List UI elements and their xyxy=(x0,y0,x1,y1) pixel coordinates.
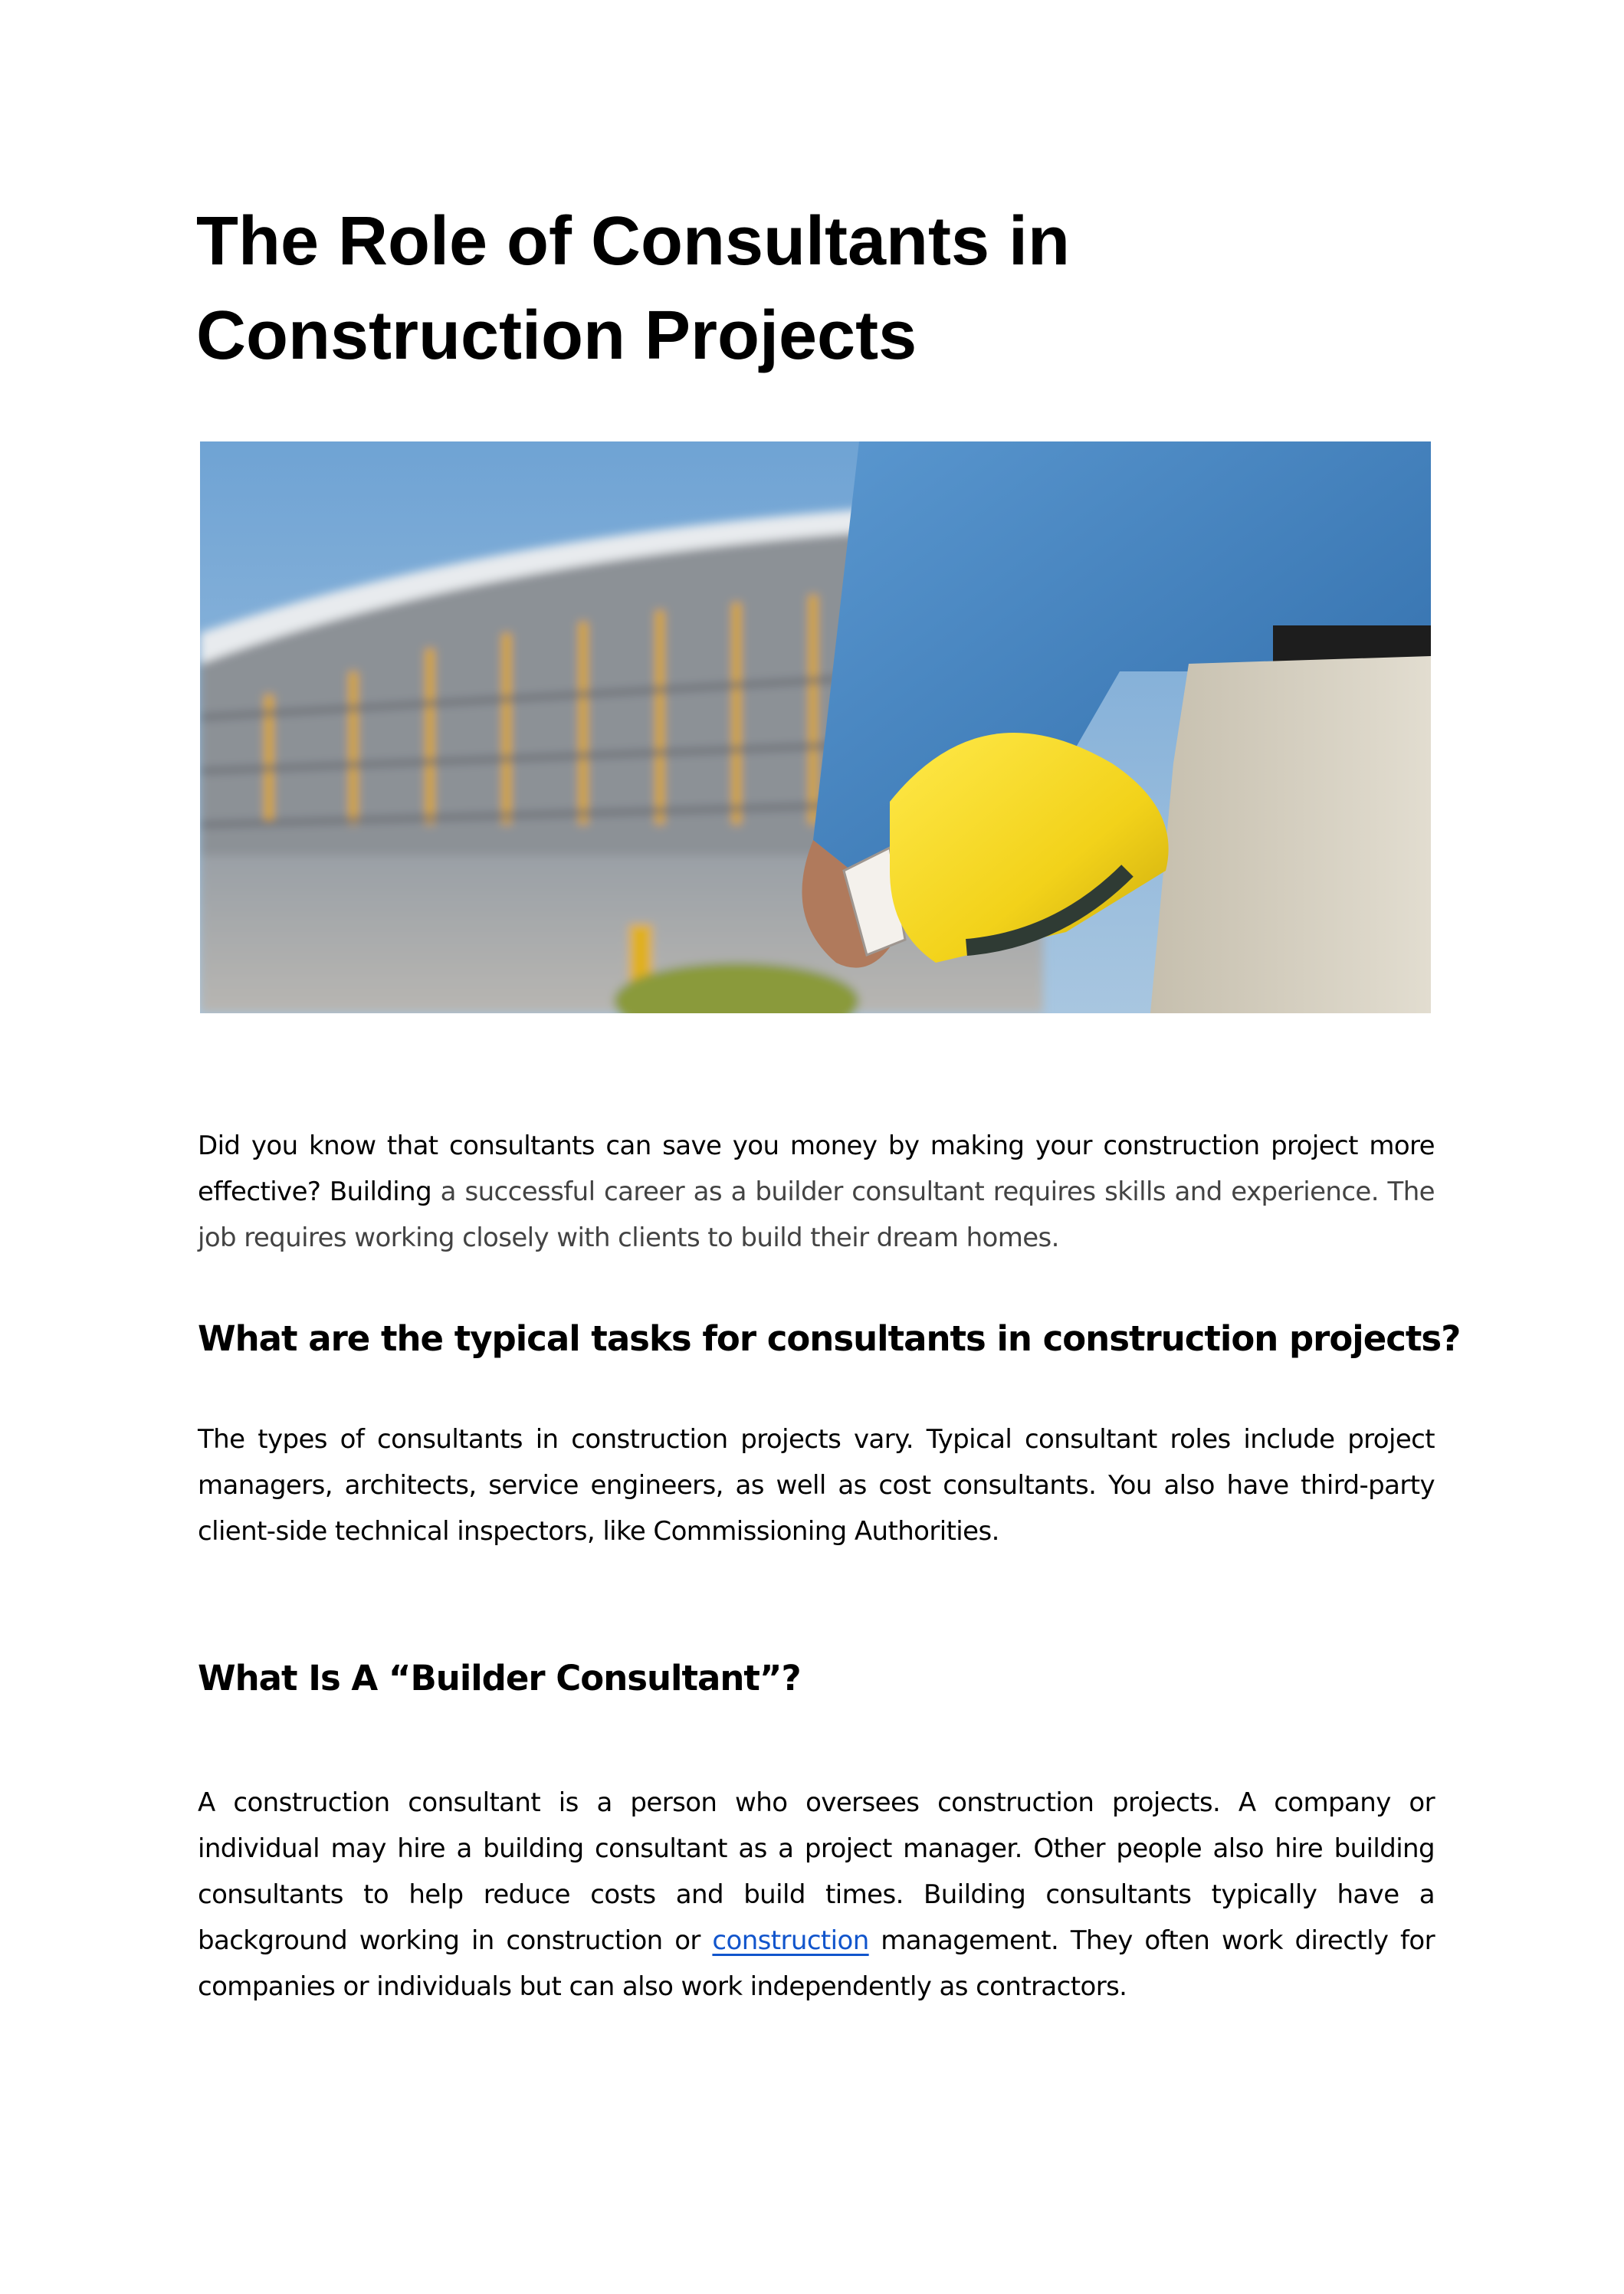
builder-consultant-text-before-link: A construction consultant is a person who oversees construction projects. A company or individual may hire a building consultant as a project manager. Other people also hire building consultants to help reduce costs and build times. Building consultants typically have a background working in construction or xyxy=(198,1787,1435,1956)
construction-link[interactable]: construction xyxy=(712,1925,869,1956)
builder-consultant-paragraph xyxy=(198,1780,1435,2010)
title-line-1: The Role of Consultants in xyxy=(196,203,1070,280)
intro-paragraph xyxy=(198,1123,1435,1261)
intro-text-secondary: a successful career as a builder consultant requires skills and experience. The job requires working closely with clients to build their dream homes. xyxy=(198,1177,1435,1253)
construction-worker-illustration xyxy=(200,441,1431,1013)
builder-consultant-text-after-link: management. They often work directly for companies or individuals but can also work independently as contractors. xyxy=(198,1925,1435,2002)
page-title xyxy=(196,195,1453,383)
hero-image xyxy=(200,441,1431,1013)
typical-tasks-paragraph: The types of consultants in construction projects vary. Typical consultant roles include project managers, architects, service engineers, as well as cost consultants. You also have third-party client-side technical inspectors, like Commissioning Authorities. xyxy=(198,1424,1435,1547)
section-heading-typical-tasks: What are the typical tasks for consultants in construction projects? xyxy=(198,1318,1461,1359)
title-line-2: Construction Projects xyxy=(196,297,917,374)
section-heading-builder-consultant: What Is A “Builder Consultant”? xyxy=(198,1658,801,1698)
intro-text-primary: Did you know that consultants can save you money by making your construction project more effective? Building xyxy=(198,1131,1435,1207)
